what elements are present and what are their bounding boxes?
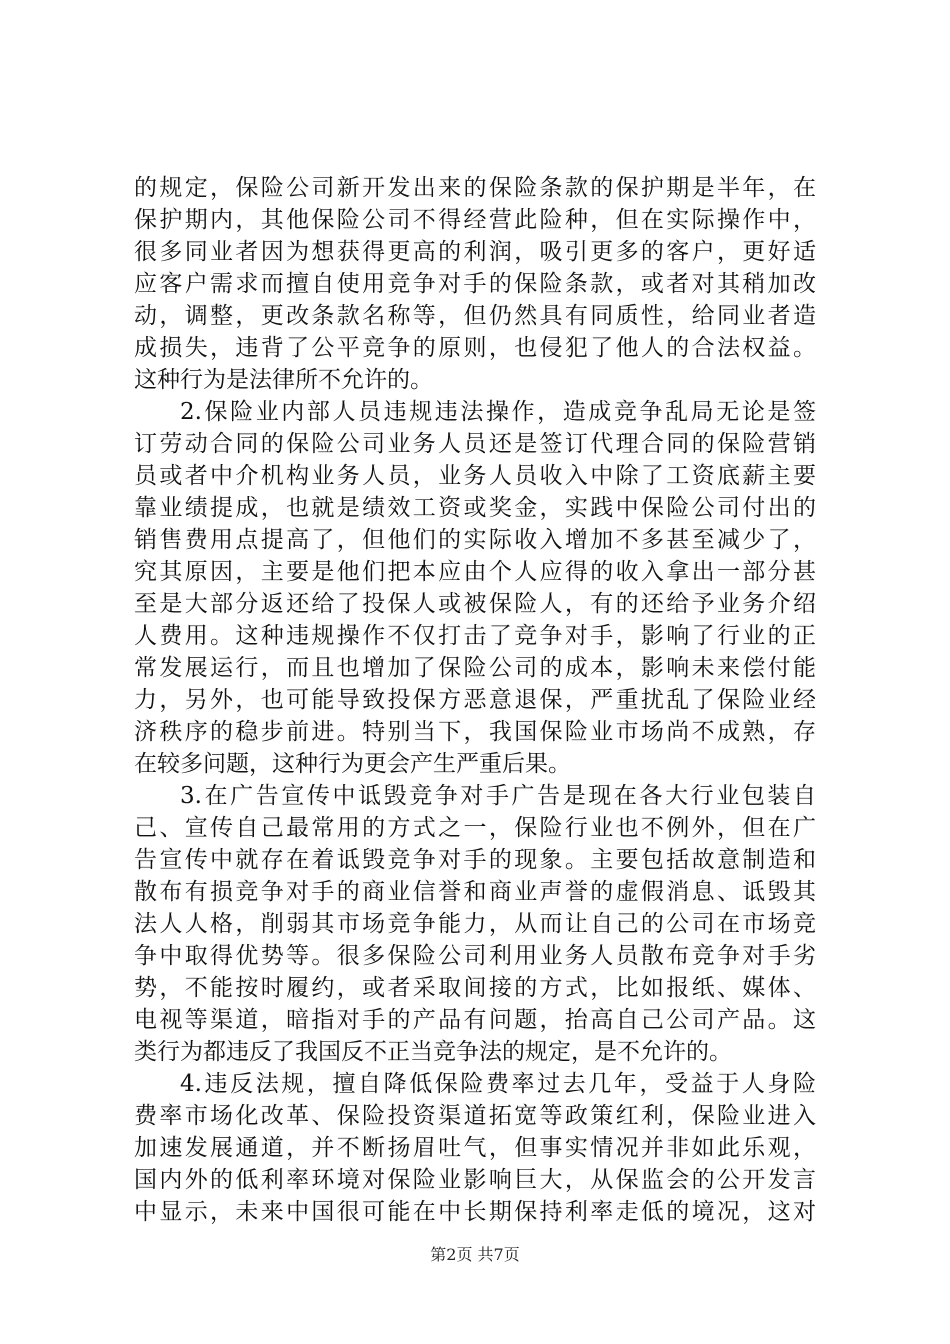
text-line: 靠业绩提成，也就是绩效工资或奖金，实践中保险公司付出的 (134, 495, 816, 521)
text-line: 费率市场化改革、保险投资渠道拓宽等政策红利，保险业进入 (134, 1103, 816, 1129)
text-line: 至是大部分返还给了投保人或被保险人，有的还给予业务介绍 (134, 591, 816, 617)
page-number: 第2页 共7页 (430, 1245, 520, 1264)
text-line: 告宣传中就存在着诋毁竞争对手的现象。主要包括故意制造和 (134, 847, 816, 873)
text-line: 成损失，违背了公平竞争的原则，也侵犯了他人的合法权益。 (134, 335, 816, 361)
text-line: 散布有损竞争对手的商业信誉和商业声誉的虚假消息、诋毁其 (134, 879, 816, 905)
text-line: 这种行为是法律所不允许的。 (134, 367, 433, 393)
text-line: 类行为都违反了我国反不正当竞争法的规定，是不允许的。 (134, 1039, 732, 1065)
text-line: 中显示，未来中国很可能在中长期保持利率走低的境况，这对 (134, 1199, 816, 1225)
text-line: 保护期内，其他保险公司不得经营此险种，但在实际操作中， (134, 207, 816, 233)
text-line: 己、宣传自己最常用的方式之一，保险行业也不例外，但在广 (134, 815, 816, 841)
text-line: 订劳动合同的保险公司业务人员还是签订代理合同的保险营销 (134, 431, 816, 457)
text-line: 很多同业者因为想获得更高的利润，吸引更多的客户，更好适 (134, 239, 816, 265)
text-line: 电视等渠道，暗指对手的产品有问题，抬高自己公司产品。这 (134, 1007, 816, 1033)
text-line: 在较多问题，这种行为更会产生严重后果。 (134, 751, 571, 777)
text-line: 人费用。这种违规操作不仅打击了竞争对手，影响了行业的正 (134, 623, 816, 649)
text-line: 济秩序的稳步前进。特别当下，我国保险业市场尚不成熟，存 (134, 719, 816, 745)
text-line: 争中取得优势等。很多保险公司利用业务人员散布竞争对手劣 (134, 943, 816, 969)
text-line: 国内外的低利率环境对保险业影响巨大，从保监会的公开发言 (134, 1167, 816, 1193)
text-line: 动，调整，更改条款名称等，但仍然具有同质性，给同业者造 (134, 303, 816, 329)
text-line: 势，不能按时履约，或者采取间接的方式，比如报纸、媒体、 (134, 975, 816, 1001)
body-text (134, 172, 816, 1228)
text-line: 法人人格，削弱其市场竞争能力，从而让自己的公司在市场竞 (134, 911, 816, 937)
text-line: 究其原因，主要是他们把本应由个人应得的收入拿出一部分甚 (134, 559, 816, 585)
text-line: 4.违反法规，擅自降低保险费率过去几年，受益于人身险 (180, 1071, 816, 1097)
text-line: 2.保险业内部人员违规违法操作，造成竞争乱局无论是签 (180, 399, 816, 425)
text-line: 常发展运行，而且也增加了保险公司的成本，影响未来偿付能 (134, 655, 816, 681)
text-line: 员或者中介机构业务人员，业务人员收入中除了工资底薪主要 (134, 463, 816, 489)
text-line: 销售费用点提高了，但他们的实际收入增加不多甚至减少了， (134, 527, 816, 553)
text-line: 力，另外，也可能导致投保方恶意退保，严重扰乱了保险业经 (134, 687, 816, 713)
text-line: 3.在广告宣传中诋毁竞争对手广告是现在各大行业包装自 (180, 783, 816, 809)
text-line: 应客户需求而擅自使用竞争对手的保险条款，或者对其稍加改 (134, 271, 816, 297)
text-line: 加速发展通道，并不断扬眉吐气，但事实情况并非如此乐观， (134, 1135, 816, 1161)
text-line: 的规定，保险公司新开发出来的保险条款的保护期是半年，在 (134, 175, 816, 201)
